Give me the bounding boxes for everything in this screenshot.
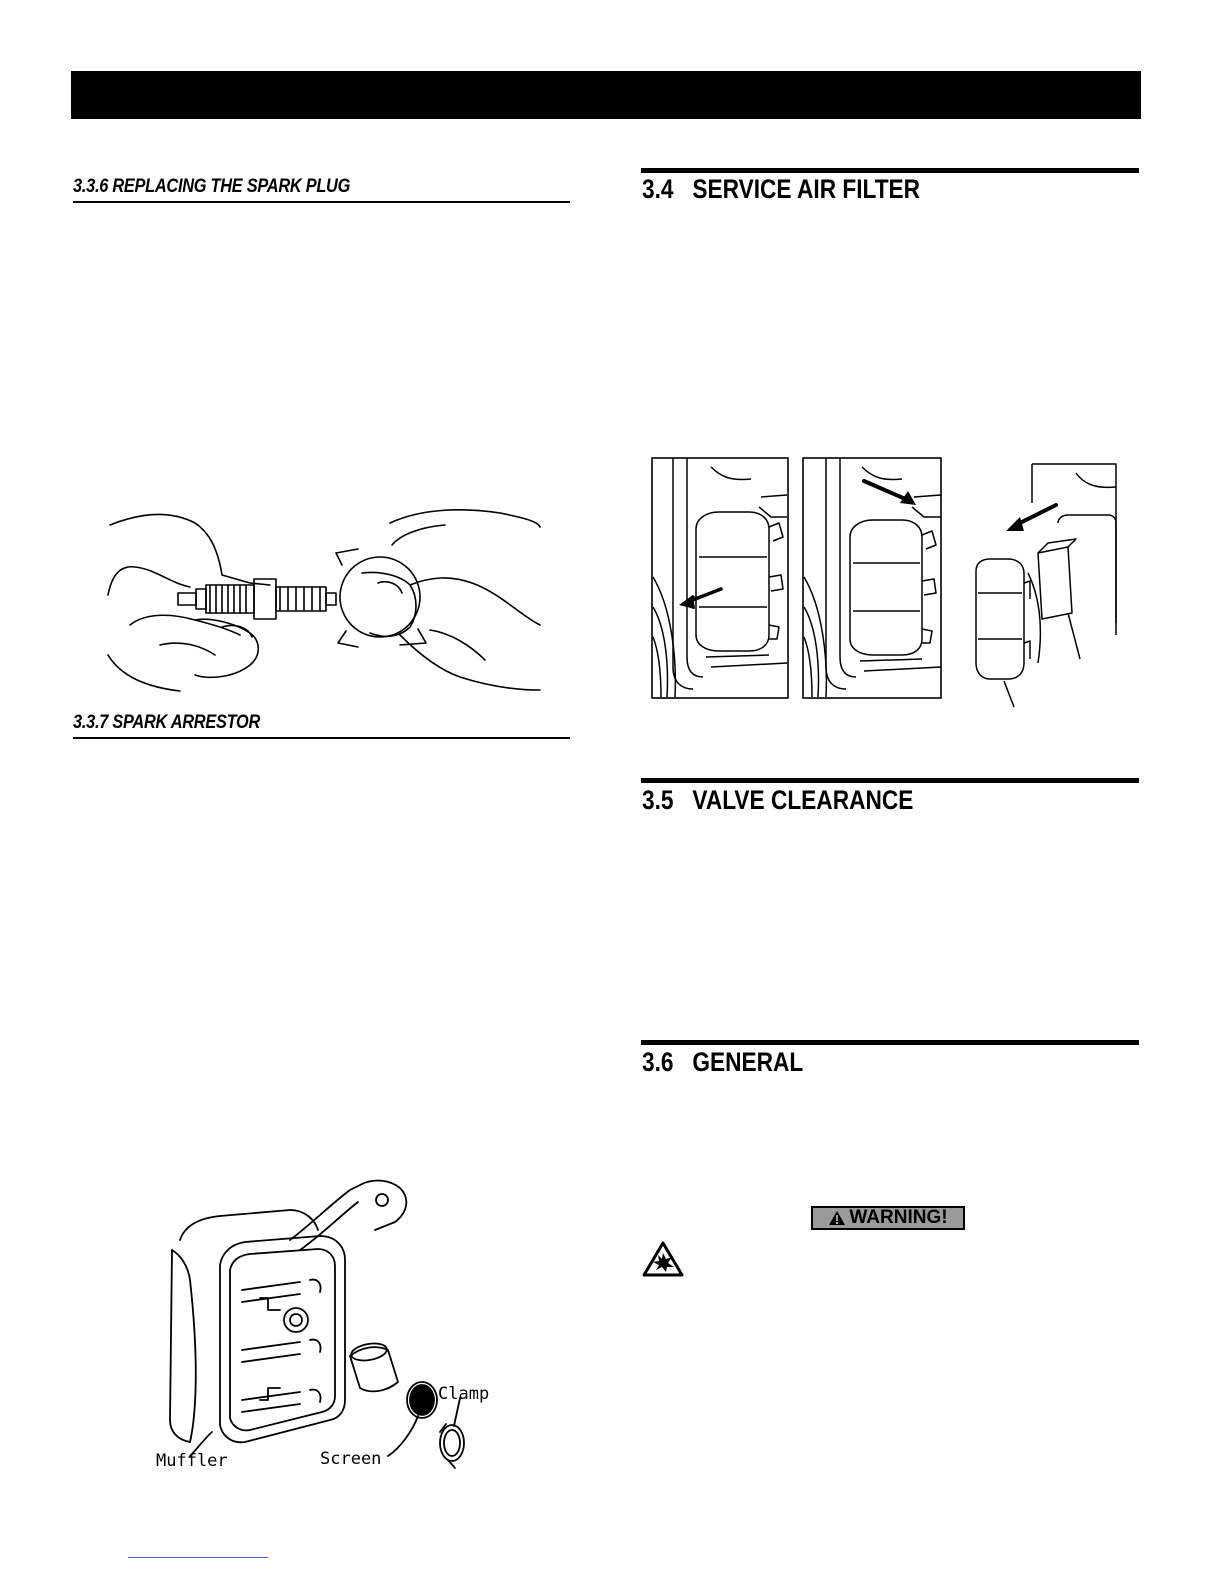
clamp-label: Clamp: [438, 1384, 490, 1404]
air-filter-heading: [642, 174, 920, 205]
air-filter-rule: [641, 168, 1139, 173]
warning-badge: [811, 1206, 965, 1230]
air-filter-figure-2: [802, 457, 942, 699]
explosion-hazard-icon: [642, 1241, 684, 1282]
muffler-figure: [150, 1170, 500, 1475]
general-number: 3.6: [642, 1047, 674, 1077]
general-title: GENERAL: [692, 1047, 804, 1077]
spark-plug-figure: [100, 505, 550, 695]
header-bar: [71, 71, 1141, 119]
air-filter-figure-1: [651, 457, 789, 699]
air-filter-figure-3: [968, 463, 1118, 708]
screen-label: Screen: [320, 1449, 382, 1469]
valve-clearance-heading: [642, 785, 913, 816]
valve-clearance-number: 3.5: [642, 785, 674, 815]
general-heading: [642, 1047, 803, 1078]
warning-triangle-icon: [828, 1210, 846, 1226]
warning-label: WARNING!: [849, 1207, 948, 1228]
valve-clearance-title: VALVE CLEARANCE: [692, 785, 914, 815]
air-filter-number: 3.4: [642, 174, 674, 204]
air-filter-title: SERVICE AIR FILTER: [692, 174, 921, 204]
spark-arrestor-heading-rule: [73, 737, 570, 739]
spark-plug-heading: 3.3.6 REPLACING THE SPARK PLUG: [73, 176, 351, 197]
footer-link-underline: [128, 1557, 268, 1558]
general-rule: [641, 1040, 1139, 1045]
valve-clearance-rule: [641, 778, 1139, 783]
spark-plug-heading-rule: [73, 201, 570, 203]
muffler-label: Muffler: [156, 1451, 228, 1471]
spark-arrestor-heading: 3.3.7 SPARK ARRESTOR: [73, 712, 261, 733]
